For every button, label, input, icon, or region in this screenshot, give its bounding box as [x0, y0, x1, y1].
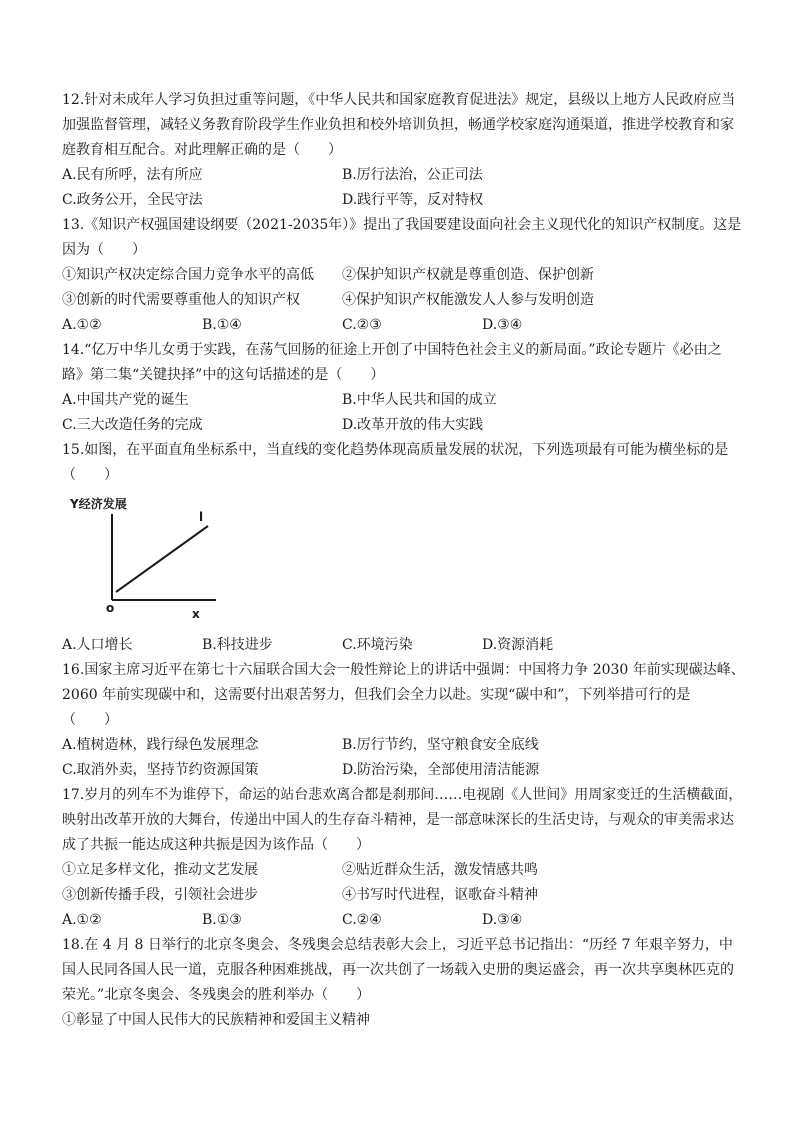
q14-option-d: D.改革开放的伟大实践 — [342, 417, 484, 433]
q15-option-c: C.环境污染 — [342, 637, 413, 653]
q13-statement-4: ④保护知识产权能激发人人参与发明创造 — [342, 292, 594, 308]
q17-stem-line-2: 映射出改革开放的大舞台，传递出中国人的生存奋斗精神，是一部意味深长的生活史诗，与观众的审美需求达 — [62, 812, 734, 828]
q17-option-d: D.③④ — [482, 912, 523, 928]
q16-option-b: B.厉行节约，坚守粮食安全底线 — [342, 737, 539, 753]
trend-line — [116, 526, 208, 592]
q13-option-d: D.③④ — [482, 317, 523, 333]
q16-stem-line-2: 2060 年前实现碳中和，这需要付出艰苦努力，但我们会全力以赴。实现“碳中和”，下列举措可行的是 — [62, 687, 691, 703]
q17-statement-3: ③创新传播手段，引领社会进步 — [62, 887, 258, 903]
q12-option-c: C.政务公开，全民守法 — [62, 192, 203, 208]
q16-stem-line-1: 16.国家主席习近平在第七十六届联合国大会一般性辩论上的讲话中强调：中国将力争 2030 年前实现碳达峰、 — [62, 662, 745, 678]
q17-option-b: B.①③ — [202, 912, 242, 928]
q17-statement-1: ①立足多样文化，推动文艺发展 — [62, 862, 258, 878]
graph-origin-label: o — [106, 601, 115, 615]
q16-option-c: C.取消外卖，坚持节约资源国策 — [62, 762, 259, 778]
q12-stem-line-1: 12.针对未成年人学习负担过重等问题，《中华人民共和国家庭教育促进法》规定，县级以上地方人民政府应当 — [62, 92, 736, 108]
q13-stem-line-1: 13.《知识产权强国建设纲要（2021-2035年）》提出了我国要建设面向社会主义现代化的知识产权制度。这是 — [62, 217, 742, 233]
q13-option-c: C.②③ — [342, 317, 382, 333]
q12-option-a: A.民有所呼，法有所应 — [62, 167, 203, 183]
q14-option-a: A.中国共产党的诞生 — [62, 392, 189, 408]
q14-stem-line-1: 14.“亿万中华儿女勇于实践，在荡气回肠的征途上开创了中国特色社会主义的新局面。”政论专题片《必由之 — [62, 342, 722, 358]
q17-stem-line-3: 成了共振一能达成这种共振是因为该作品（ ） — [62, 837, 370, 853]
q16-option-a: A.植树造林，践行绿色发展理念 — [62, 737, 259, 753]
graph-line-label: l — [199, 510, 204, 524]
q17-option-c: C.②④ — [342, 912, 382, 928]
q13-option-a: A.①② — [62, 317, 102, 333]
q17-stem-line-1: 17.岁月的列车不为谁停下，命运的站台悲欢离合都是刹那间……电视剧《人世间》用周家变迁的生活横截面， — [62, 787, 743, 803]
q15-stem-line-2: （ ） — [62, 467, 118, 483]
q13-statement-3: ③创新的时代需要尊重他人的知识产权 — [62, 292, 300, 308]
q17-statement-4: ④书写时代进程，讴歌奋斗精神 — [342, 887, 538, 903]
q15-option-a: A.人口增长 — [62, 637, 133, 653]
graph-y-label: Y经济发展 — [70, 497, 127, 511]
q15-option-d: D.资源消耗 — [482, 637, 554, 653]
q18-stem-line-1: 18.在 4 月 8 日举行的北京冬奥会、冬残奥会总结表彰大会上，习近平总书记指出：“历经 7 年艰辛努力，中 — [62, 937, 733, 953]
q12-stem-line-2: 加强监督管理，减轻义务教育阶段学生作业负担和校外培训负担，畅通学校家庭沟通渠道，推进学校教育和家 — [62, 117, 734, 133]
q13-stem-line-2: 因为（ ） — [62, 242, 146, 258]
q17-statement-2: ②贴近群众生活，激发情感共鸣 — [342, 862, 538, 878]
q13-option-b: B.①④ — [202, 317, 242, 333]
q12-option-b: B.厉行法治，公正司法 — [342, 167, 483, 183]
q18-stem-line-2: 国人民同各国人民一道，克服各种困难挑战，再一次共创了一场载入史册的奥运盛会，再一次共享奥林匹克的 — [62, 962, 734, 978]
q14-option-b: B.中华人民共和国的成立 — [342, 392, 497, 408]
q15-stem-line-1: 15.如图，在平面直角坐标系中，当直线的变化趋势体现高质量发展的状况，下列选项最有可能为横坐标的是 — [62, 442, 729, 458]
q18-statement-1: ①彰显了中国人民伟大的民族精神和爱国主义精神 — [62, 1012, 370, 1028]
q14-stem-line-2: 路》第二集“关键抉择”中的这句话描述的是（ ） — [62, 367, 385, 383]
q16-stem-line-3: （ ） — [62, 712, 118, 728]
q16-option-d: D.防治污染，全部使用清洁能源 — [342, 762, 540, 778]
q13-statement-2: ②保护知识产权就是尊重创造、保护创新 — [342, 267, 594, 283]
q12-option-d: D.践行平等，反对特权 — [342, 192, 484, 208]
coordinate-graph — [66, 494, 226, 626]
graph-x-label: x — [192, 607, 200, 621]
q12-stem-line-3: 庭教育相互配合。对此理解正确的是（ ） — [62, 142, 342, 158]
q18-stem-line-3: 荣光。”北京冬奥会、冬残奥会的胜利举办（ ） — [62, 987, 371, 1003]
q14-option-c: C.三大改造任务的完成 — [62, 417, 203, 433]
q15-option-b: B.科技进步 — [202, 637, 273, 653]
q17-option-a: A.①② — [62, 912, 102, 928]
q13-statement-1: ①知识产权决定综合国力竞争水平的高低 — [62, 267, 314, 283]
